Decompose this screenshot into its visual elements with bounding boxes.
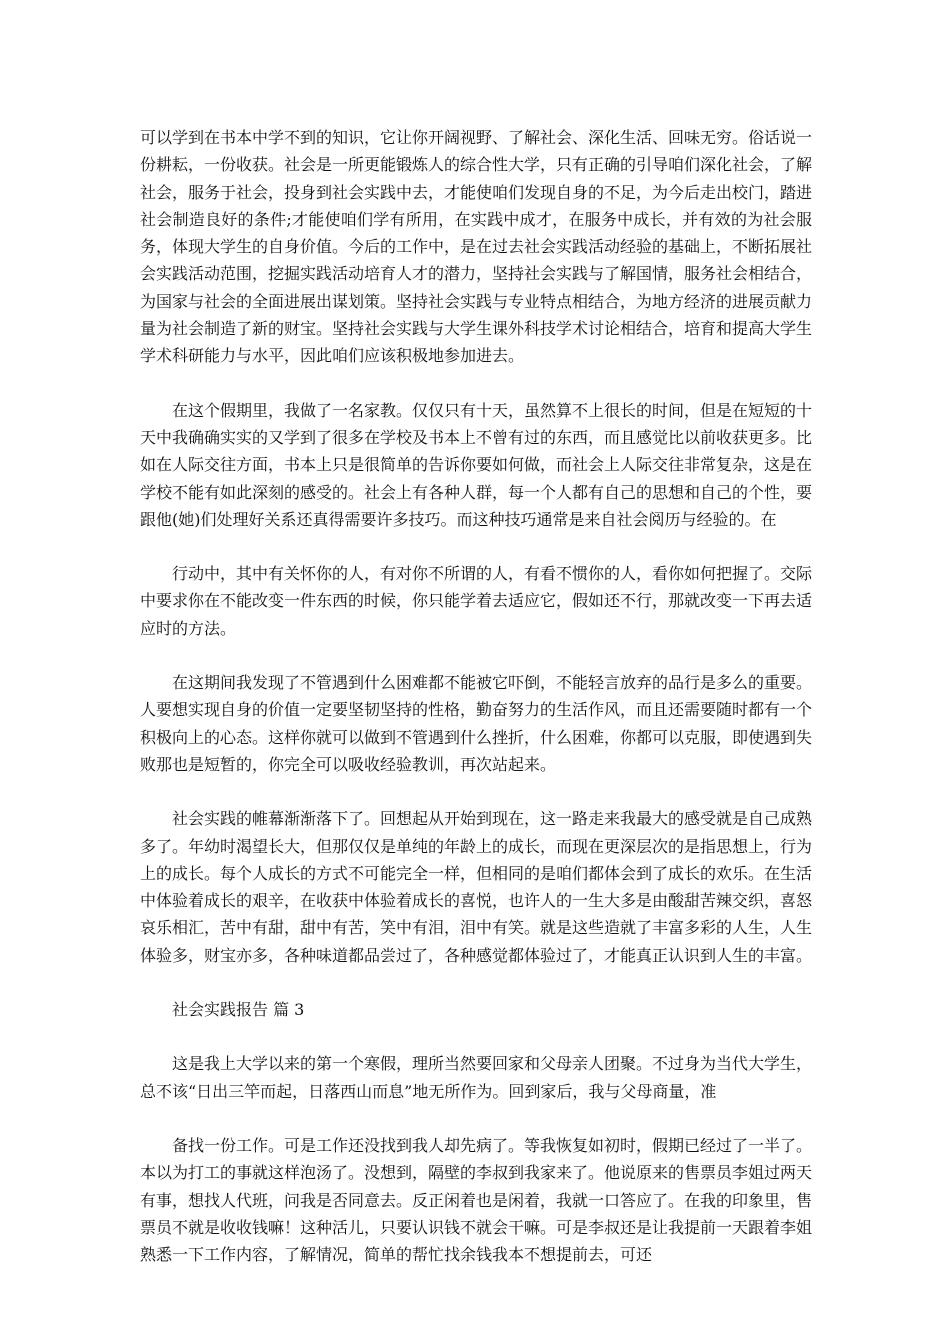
paragraph-2: 在这个假期里，我做了一名家教。仅仅只有十天，虽然算不上很长的时间，但是在短短的十天中我确确实实的又学到了很多在学校及书本上不曾有过的东西，而且感觉比以前收获更多。比如在人际交往方面，书本上只是很简单的告诉你要如何做，而社会上人际交往非常复杂，这是在学校不能有如此深刻的感受的。社会上有各种人群，每一个人都有自己的思想和自己的个性，要跟他(她)们处理好关系还真得需要许多技巧。而这种技巧通常是来自社会阅历与经验的。在 — [140, 400, 813, 529]
paragraph-4: 在这期间我发现了不管遇到什么困难都不能被它吓倒，不能轻言放弃的品行是多么的重要。人要想实现自身的价值一定要坚韧坚持的性格，勤奋努力的生活作风，而且还需要随时都有一个积极向上的心态。这样你就可以做到不管遇到什么挫折，什么困难，你都可以克服，即使遇到失败那也是短暂的，你完全可以吸收经验教训，再次站起来。 — [140, 673, 813, 774]
section-heading: 社会实践报告 篇 3 — [172, 1000, 305, 1020]
paragraph-7: 备找一份工作。可是工作还没找到我人却先病了。等我恢复如初时，假期已经过了一半了。本以为打工的事就这样泡汤了。没想到，隔壁的李叔到我家来了。他说原来的售票员李姐过两天有事，想找人代班，问我是否同意去。反正闲着也是闲着，我就一口答应了。在我的印象里，售票员不就是收收钱嘛！这种活儿，只要认识钱不就会干嘛。可是李叔还是让我提前一天跟着李姐熟悉一下工作内容，了解情况，简单的帮忙找余钱我本不想提前去，可还 — [140, 1135, 813, 1265]
paragraph-6: 这是我上大学以来的第一个寒假，理所当然要回家和父母亲人团聚。不过身为当代大学生，总不该“日出三竿而起，日落西山而息”地无所作为。回到家后，我与父母商量，准 — [140, 1054, 813, 1101]
document-body — [140, 124, 812, 1295]
paragraph-5: 社会实践的帷幕渐渐落下了。回想起从开始到现在，这一路走来我最大的感受就是自己成熟多了。年幼时渴望长大，但那仅仅是单纯的年龄上的成长，而现在更深层次的是指思想上，行为上的成长。每个人成长的方式不可能完全一样，但相同的是咱们都体会到了成长的欢乐。在生活中体验着成长的艰辛，在收获中体验着成长的喜悦，也许人的一生大多是由酸甜苦辣交织，喜怒哀乐相汇，苦中有甜，甜中有苦，笑中有泪，泪中有笑。就是这些造就了丰富多彩的人生，人生体验多，财宝亦多，各种味道都品尝过了，各种感觉都体验过了，才能真正认识到人生的丰富。 — [140, 809, 813, 965]
paragraph-1: 可以学到在书本中学不到的知识，它让你开阔视野、了解社会、深化生活、回味无穷。俗话说一份耕耘，一份收获。社会是一所更能锻炼人的综合性大学，只有正确的引导咱们深化社会，了解社会，服务于社会，投身到社会实践中去，才能使咱们发现自身的不足，为今后走出校门，踏进社会制造良好的条件;才能使咱们学有所用，在实践中成才，在服务中成长，并有效的为社会服务，体现大学生的自身价值。今后的工作中，是在过去社会实践活动经验的基础上，不断拓展社会实践活动范围，挖掘实践活动培育人才的潜力，坚持社会实践与了解国情，服务社会相结合，为国家与社会的全面进展出谋划策。坚持社会实践与专业特点相结合，为地方经济的进展贡献力量为社会制造了新的财宝。坚持社会实践与大学生课外科技学术讨论相结合，培育和提高大学生学术科研能力与水平，因此咱们应该积极地参加进去。 — [140, 128, 813, 366]
paragraph-3: 行动中，其中有关怀你的人，有对你不所谓的人，有看不惯你的人，看你如何把握了。交际中要求你在不能改变一件东西的时候，你只能学着去适应它，假如还不行，那就改变一下再去适应时的方法。 — [140, 564, 813, 638]
